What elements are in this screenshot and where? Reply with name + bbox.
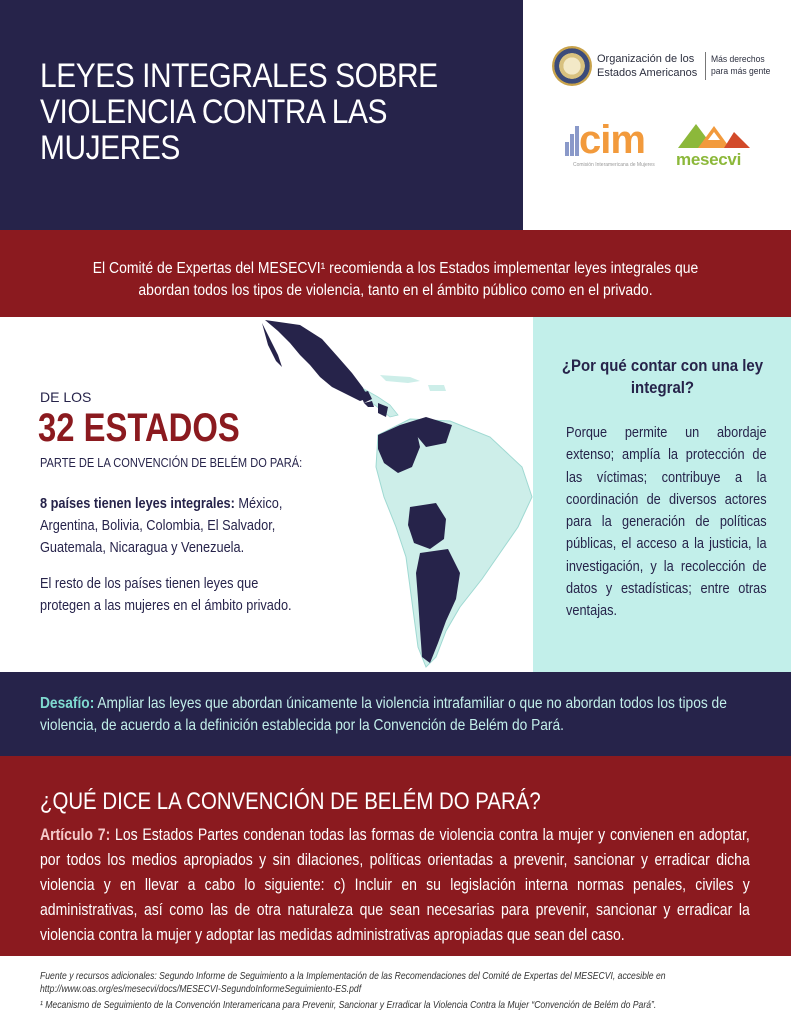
divider — [705, 52, 706, 80]
page-title-line: LEYES INTEGRALES SOBRE — [40, 57, 438, 95]
oea-slogan — [711, 54, 770, 78]
oea-name — [597, 52, 697, 80]
convention-body — [40, 823, 750, 948]
stats-integral-laws — [40, 493, 304, 559]
page-title-line: VIOLENCIA CONTRA LAS — [40, 93, 388, 131]
stats-integral-laws-countries: México, Argentina, Bolivia, Colombia, El Salvador, Guatemala, Nicaragua y Venezuela. — [40, 495, 283, 556]
map-mexico — [265, 320, 372, 401]
challenge-body: Ampliar las leyes que abordan únicamente la violencia intrafamiliar o que no abordan todos los tipos de violencia, de acuerdo a la definición establecida por la Convención de Belém do Pará. — [40, 695, 727, 734]
cim-subtitle: Comisión Interamericana de Mujeres — [573, 162, 655, 168]
oea-name-line: Organización de los — [597, 53, 695, 65]
stats-rest: El resto de los países tienen leyes que protegen a las mujeres en el ámbito privado. — [40, 575, 292, 614]
header-logo-panel — [523, 0, 791, 230]
header — [0, 0, 791, 230]
source-note: Fuente y recursos adicionales: Segundo Informe de Seguimiento a la Implementación de las Recomendaciones del Comité de Expertas del MESECVI, accesible en http://www.oas.org/es/mesecvi/docs/MESECVI-SegundoInformeSeguimiento-ES.pdf — [40, 970, 666, 995]
challenge-label: Desafío: — [40, 695, 95, 712]
oea-name-line: Estados Americanos — [597, 67, 698, 79]
cim-wordmark: cim — [579, 118, 645, 162]
page-title — [40, 58, 454, 166]
stats-integral-laws-label: 8 países tienen leyes integrales: — [40, 495, 235, 512]
stats-prefix: DE LOS — [40, 389, 92, 405]
map-cuba — [380, 375, 420, 383]
footnote-1: ¹ Mecanismo de Seguimiento de la Convención Interamericana para Prevenir, Sancionar y Erradicar la Violencia Contra la Mujer “Convención de Belém do Pará”. — [40, 999, 657, 1011]
footnotes — [40, 970, 753, 1015]
why-body: Porque permite un abordaje extenso; amplía la protección de las víctimas; contribuye a la coordinación de diversos actores para la generación de políticas públicas, el acceso a la justicia, la investigación, y la recolección de datos y estadísticas; entre otras ventajas. — [566, 424, 767, 620]
mesecvi-wordmark: mesecvi — [676, 150, 742, 169]
convention-title: ¿QUÉ DICE LA CONVENCIÓN DE BELÉM DO PARÁ? — [40, 788, 541, 815]
stats-count: 32 ESTADOS — [38, 406, 240, 450]
cim-logo — [565, 118, 660, 174]
stats-caption: PARTE DE LA CONVENCIÓN DE BELÉM DO PARÁ: — [40, 455, 303, 470]
oea-slogan-line: para más gente — [711, 66, 771, 77]
why-title: ¿Por qué contar con una ley integral? — [561, 356, 764, 397]
mesecvi-logo — [670, 118, 760, 174]
mesecvi-mark-icon — [678, 118, 750, 152]
oea-slogan-line: Más derechos — [711, 54, 765, 65]
challenge-text — [40, 693, 754, 737]
intro-text: El Comité de Expertas del MESECVI¹ recomienda a los Estados implementar leyes integrales que abordan todos los tipos de violencia, tanto en el ámbito público como en el privado. — [92, 260, 699, 299]
article-text: Los Estados Partes condenan todas las formas de violencia contra la mujer y convienen en adoptar, por todos los medios apropiados y sin dilaciones, políticas orientadas a prevenir, sancionar y erradicar dicha violencia y en llevar a cabo lo siguiente: c) Incluir en su legislación interna normas penales, civiles y administrativas, así como las de otra naturaleza que sean necesarias para prevenir, sancionar y erradicar la violencia contra la mujer y adoptar las medidas administrativas apropiadas que sean del caso. — [40, 826, 750, 944]
oea-seal-logo — [552, 46, 592, 86]
article-label: Artículo 7: — [40, 826, 111, 844]
map-hispaniola — [428, 385, 446, 391]
page-title-line: MUJERES — [40, 129, 180, 167]
